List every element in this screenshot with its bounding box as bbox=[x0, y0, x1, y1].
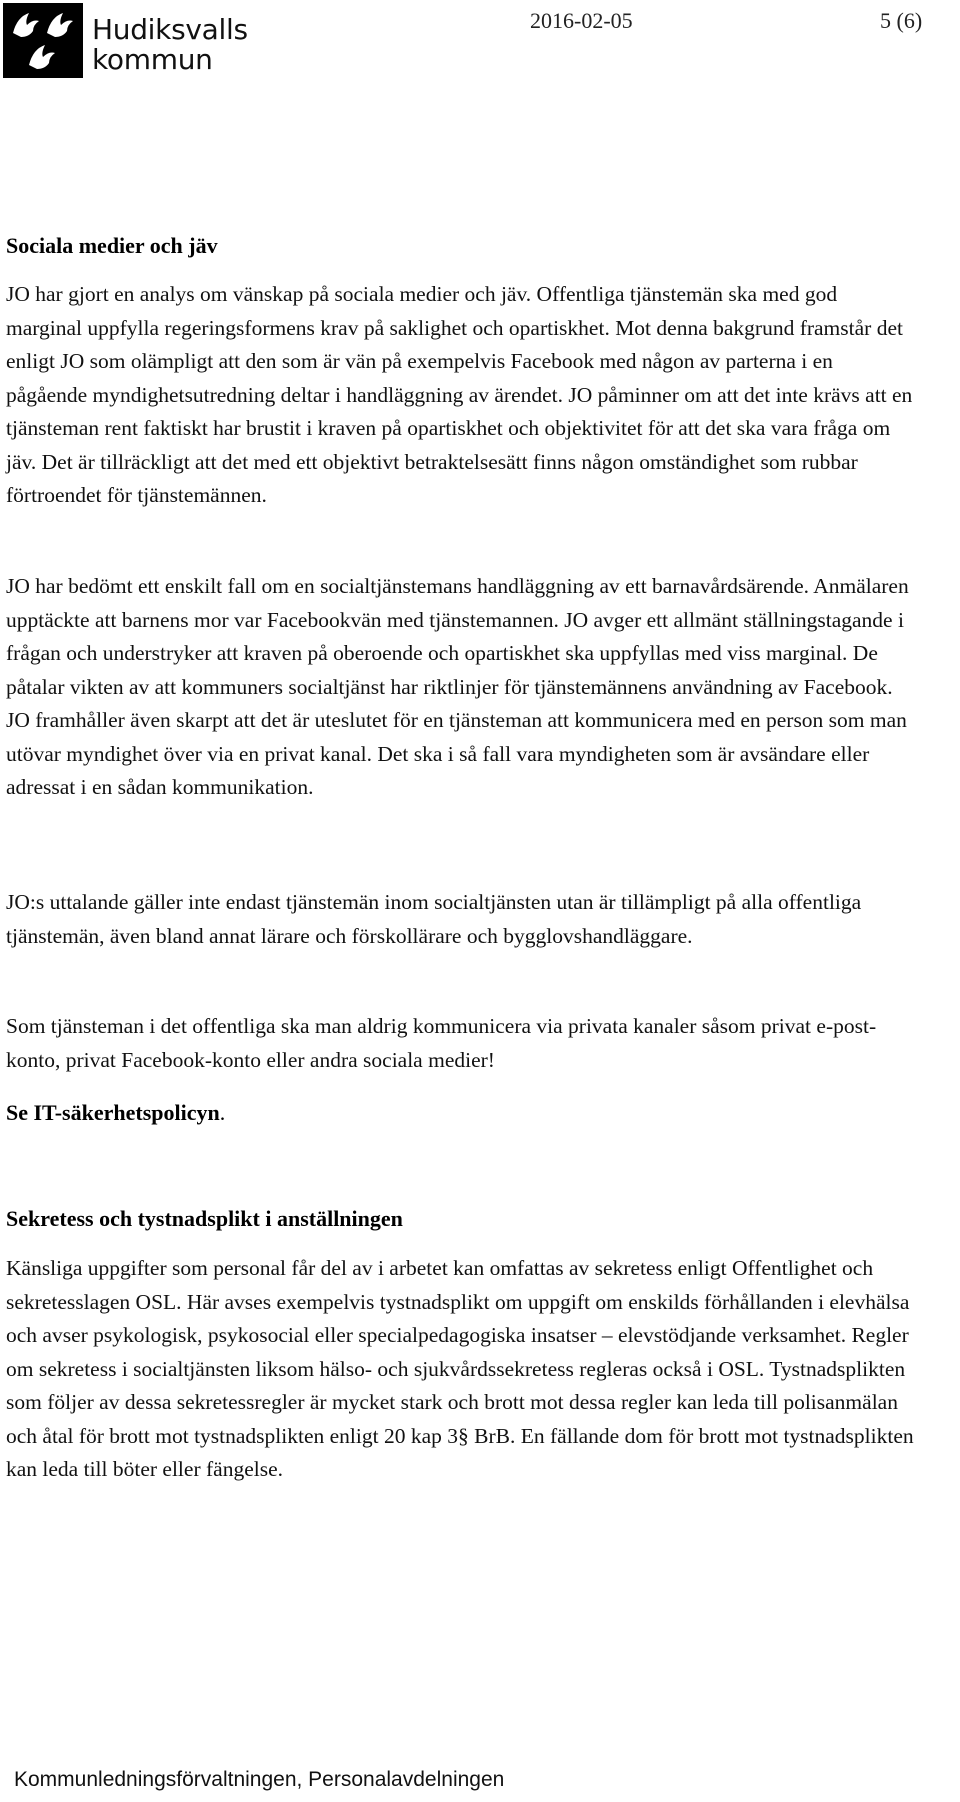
municipality-wordmark bbox=[92, 15, 248, 75]
it-policy-period: . bbox=[219, 1100, 226, 1125]
goat-crest-icon bbox=[3, 3, 83, 78]
paragraph-jo-case: JO har bedömt ett enskilt fall om en socialtjänstemans handläggning av ett barnavårdsärende. Anmälaren upptäckte att barnens mor var Facebookvän med tjänstemannen. JO avger ett allmänt ställningstagande i frågan och understryker att kraven på oberoende och opartiskhet ska uppfyllas med viss marginal. De påtalar vikten av att kommuners socialtjänst har riktlinjer för tjänstemännens användning av Facebook. JO framhåller även skarpt att det är uteslutet för en tjänsteman att kommunicera med en person som man utövar myndighet över via en privat kanal. Det ska i så fall vara myndigheten som är avsändare eller adressat i en sådan kommunikation. bbox=[6, 574, 909, 799]
page-number: 5 (6) bbox=[880, 8, 923, 33]
it-policy-link[interactable]: Se IT-säkerhetspolicyn bbox=[6, 1100, 220, 1125]
wordmark-line1: Hudiksvalls bbox=[92, 13, 248, 46]
section-heading-confidentiality: Sekretess och tystnadsplikt i anställningen bbox=[6, 1206, 403, 1231]
paragraph-jo-analysis: JO har gjort en analys om vänskap på sociala medier och jäv. Offentliga tjänstemän ska med god marginal uppfylla regeringsformens krav på saklighet och opartiskhet. Mot denna bakgrund framstår det enligt JO som olämpligt att den som är vän på exempelvis Facebook med någon av parterna i en pågående myndighetsutredning deltar i handläggning av ärendet. JO påminner om att det inte krävs att en tjänsteman rent faktiskt har brustit i kraven på opartiskhet och objektivitet för att det ska vara fråga om jäv. Det är tillräckligt att det med ett objektivt betraktelsesätt finns någon omständighet som rubbar förtroendet för tjänstemännen. bbox=[6, 282, 913, 507]
wordmark-line2: kommun bbox=[92, 43, 213, 76]
section-heading-social-media: Sociala medier och jäv bbox=[6, 233, 218, 258]
municipality-logo bbox=[3, 3, 83, 78]
paragraph-private-channels: Som tjänsteman i det offentliga ska man aldrig kommunicera via privata kanaler såsom privat e-post-konto, privat Facebook-konto eller andra sociala medier! bbox=[6, 1014, 877, 1072]
page-footer: Kommunledningsförvaltningen, Personalavdelningen bbox=[14, 1768, 505, 1791]
document-date: 2016-02-05 bbox=[530, 8, 633, 33]
paragraph-confidentiality: Känsliga uppgifter som personal får del av i arbetet kan omfattas av sekretess enligt Offentlighet och sekretesslagen OSL. Här avses exempelvis tystnadsplikt om uppgift om enskilds förhållanden i elevhälsa och avser psykologisk, psykosocial eller specialpedagogiska insatser – elevstödjande verksamhet. Regler om sekretess i socialtjänsten liksom hälso- och sjukvårdssekretess regleras också i OSL. Tystnadsplikten som följer av dessa sekretessregler är mycket stark och brott mot dessa regler kan leda till polisanmälan och åtal för brott mot tystnadsplikten enligt 20 kap 3§ BrB. En fällande dom för brott mot tystnadsplikten kan leda till böter eller fängelse. bbox=[6, 1256, 914, 1481]
paragraph-jo-scope: JO:s uttalande gäller inte endast tjänstemän inom socialtjänsten utan är tillämpligt på alla offentliga tjänstemän, även bland annat lärare och förskollärare och bygglovshandläggare. bbox=[6, 890, 862, 948]
it-policy-reference bbox=[6, 1099, 225, 1127]
